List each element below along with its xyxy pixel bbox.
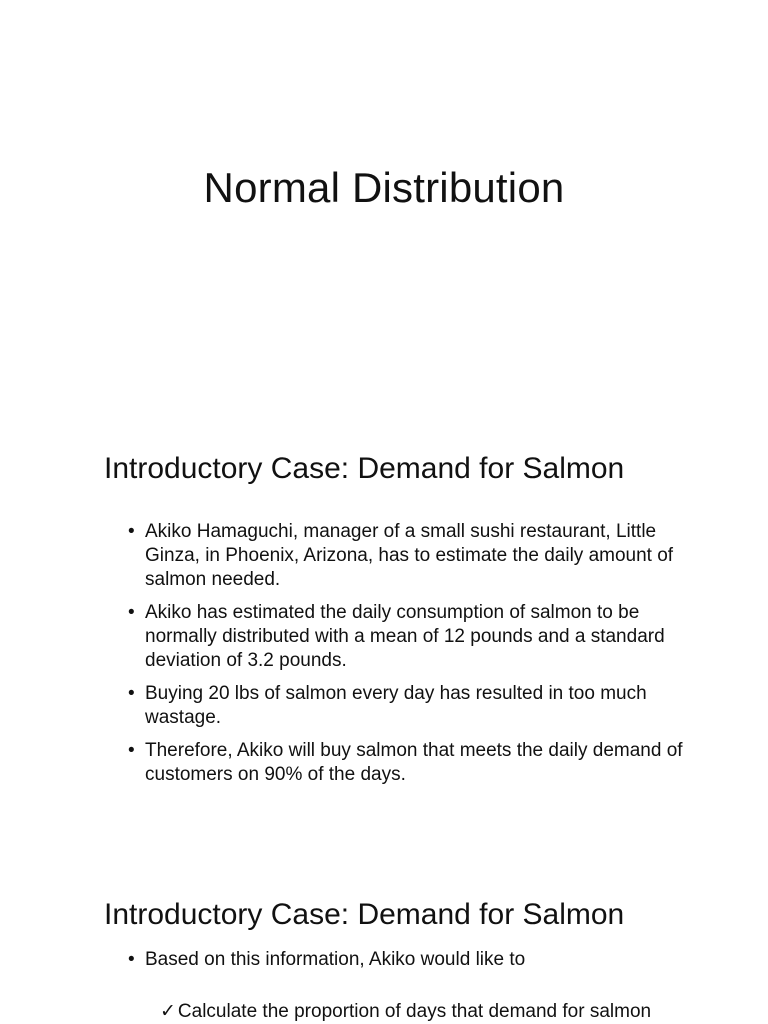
bullet-list bbox=[128, 520, 688, 796]
bullet-text: Akiko has estimated the daily consumption of salmon to be normally distributed with a mean of 12 pounds and a standard deviation of 3.2 pounds. bbox=[145, 602, 665, 671]
bullet-text: Based on this information, Akiko would like to bbox=[145, 949, 526, 970]
check-list bbox=[160, 1000, 680, 1024]
section-title: Introductory Case: Demand for Salmon bbox=[104, 452, 625, 485]
check-item bbox=[160, 1000, 680, 1024]
bullet-item bbox=[128, 682, 688, 730]
bullet-list bbox=[128, 948, 688, 981]
bullet-icon: • bbox=[128, 949, 135, 970]
bullet-icon: • bbox=[128, 683, 135, 704]
bullet-text: Akiko Hamaguchi, manager of a small sushi restaurant, Little Ginza, in Phoenix, Arizona, has to estimate the daily amount of salmon needed. bbox=[145, 521, 674, 590]
main-title: Normal Distribution bbox=[203, 164, 565, 211]
checkmark-icon: ✓ bbox=[160, 1001, 176, 1022]
bullet-item bbox=[128, 520, 688, 592]
bullet-item bbox=[128, 948, 688, 972]
bullet-text: Buying 20 lbs of salmon every day has resulted in too much wastage. bbox=[145, 683, 647, 728]
bullet-item bbox=[128, 601, 688, 673]
check-text: Calculate the proportion of days that demand for salmon bbox=[177, 1001, 652, 1022]
bullet-icon: • bbox=[128, 521, 135, 542]
bullet-item bbox=[128, 739, 688, 787]
bullet-icon: • bbox=[128, 740, 135, 761]
bullet-icon: • bbox=[128, 602, 135, 623]
section-title: Introductory Case: Demand for Salmon bbox=[104, 898, 625, 931]
bullet-text: Therefore, Akiko will buy salmon that meets the daily demand of customers on 90% of the days. bbox=[145, 740, 683, 785]
